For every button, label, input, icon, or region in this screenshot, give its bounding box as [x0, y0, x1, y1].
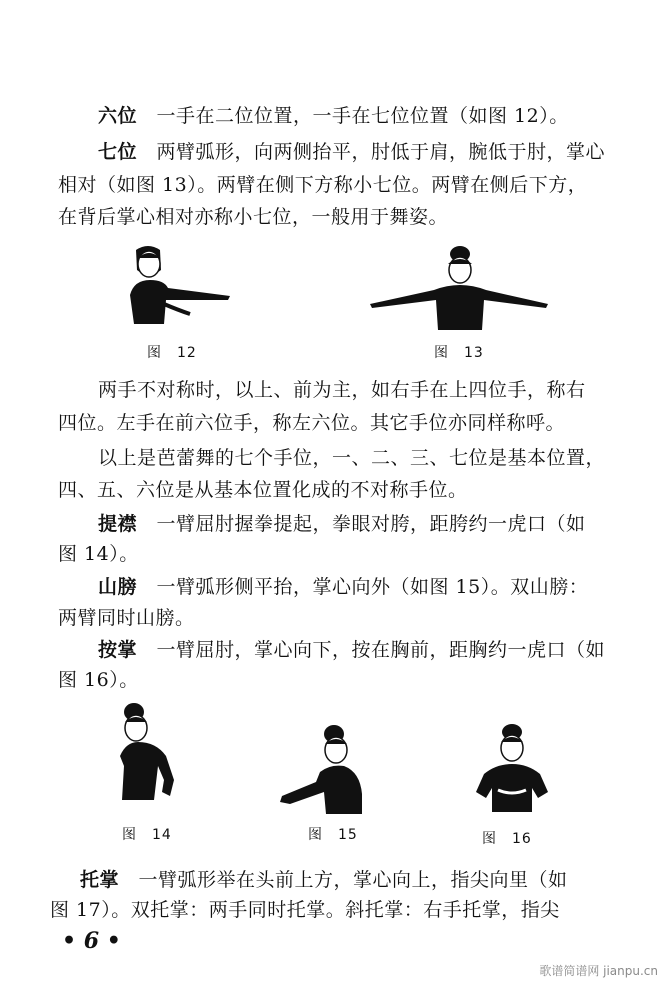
text-line-11: 山膀 一臂弧形侧平抬，掌心向外（如图 15）。双山膀：	[98, 576, 589, 598]
text-line-13: 按掌 一臂屈肘，掌心向下，按在胸前，距胸约一虎口（如	[98, 639, 606, 661]
text-line-9: 提襟 一臂屈肘握拳提起，拳眼对胯，距胯约一虎口（如	[98, 513, 586, 535]
text-line-14: 图 16）。	[58, 669, 139, 691]
text-line-15: 托掌 一臂弧形举在头前上方，掌心向上，指尖向里（如	[80, 869, 568, 891]
text-line-16: 图 17）。双托掌：两手同时托掌。斜托掌：右手托掌，指尖	[50, 899, 560, 921]
text-line-2: 七位 两臂弧形，向两侧抬平，肘低于肩，腕低于肘，掌心	[98, 141, 606, 163]
text-line-6: 四位。左手在前六位手，称左六位。其它手位亦同样称呼。	[58, 412, 566, 434]
term-tijin: 提襟	[98, 513, 138, 535]
term-tuozhang: 托掌	[80, 869, 120, 891]
text-line-1: 六位 一手在二位位置，一手在七位位置（如图 12）。	[98, 105, 569, 127]
caption-fig16: 图 16	[482, 831, 532, 847]
text-line-3: 相对（如图 13）。两臂在侧下方称小七位。两臂在侧后下方，	[58, 174, 588, 196]
figure-14-illustration	[108, 700, 188, 812]
figure-15-illustration	[270, 724, 370, 814]
page-number: • 6 •	[62, 928, 121, 954]
text-line-5: 两手不对称时，以上、前为主，如右手在上四位手，称右	[98, 379, 586, 401]
text-line-10: 图 14）。	[58, 543, 139, 565]
text-line-4: 在背后掌心相对亦称小七位，一般用于舞姿。	[58, 206, 449, 228]
figure-12-illustration	[120, 240, 240, 330]
text-line-7: 以上是芭蕾舞的七个手位，一、二、三、七位是基本位置，	[98, 447, 606, 469]
text-line-8: 四、五、六位是从基本位置化成的不对称手位。	[58, 479, 468, 501]
text-line-12: 两臂同时山膀。	[58, 607, 195, 629]
caption-fig12: 图 12	[147, 345, 197, 361]
caption-fig13: 图 13	[434, 345, 484, 361]
figure-16-illustration	[462, 722, 562, 814]
term-liuwei: 六位	[98, 105, 138, 127]
caption-fig14: 图 14	[122, 827, 172, 843]
term-shanbang: 山膀	[98, 576, 138, 598]
caption-fig15: 图 15	[308, 827, 358, 843]
term-anzhang: 按掌	[98, 639, 138, 661]
figure-13-illustration	[360, 244, 560, 334]
term-qiwei: 七位	[98, 141, 138, 163]
watermark: 歌谱简谱网 jianpu.cn	[539, 964, 658, 978]
